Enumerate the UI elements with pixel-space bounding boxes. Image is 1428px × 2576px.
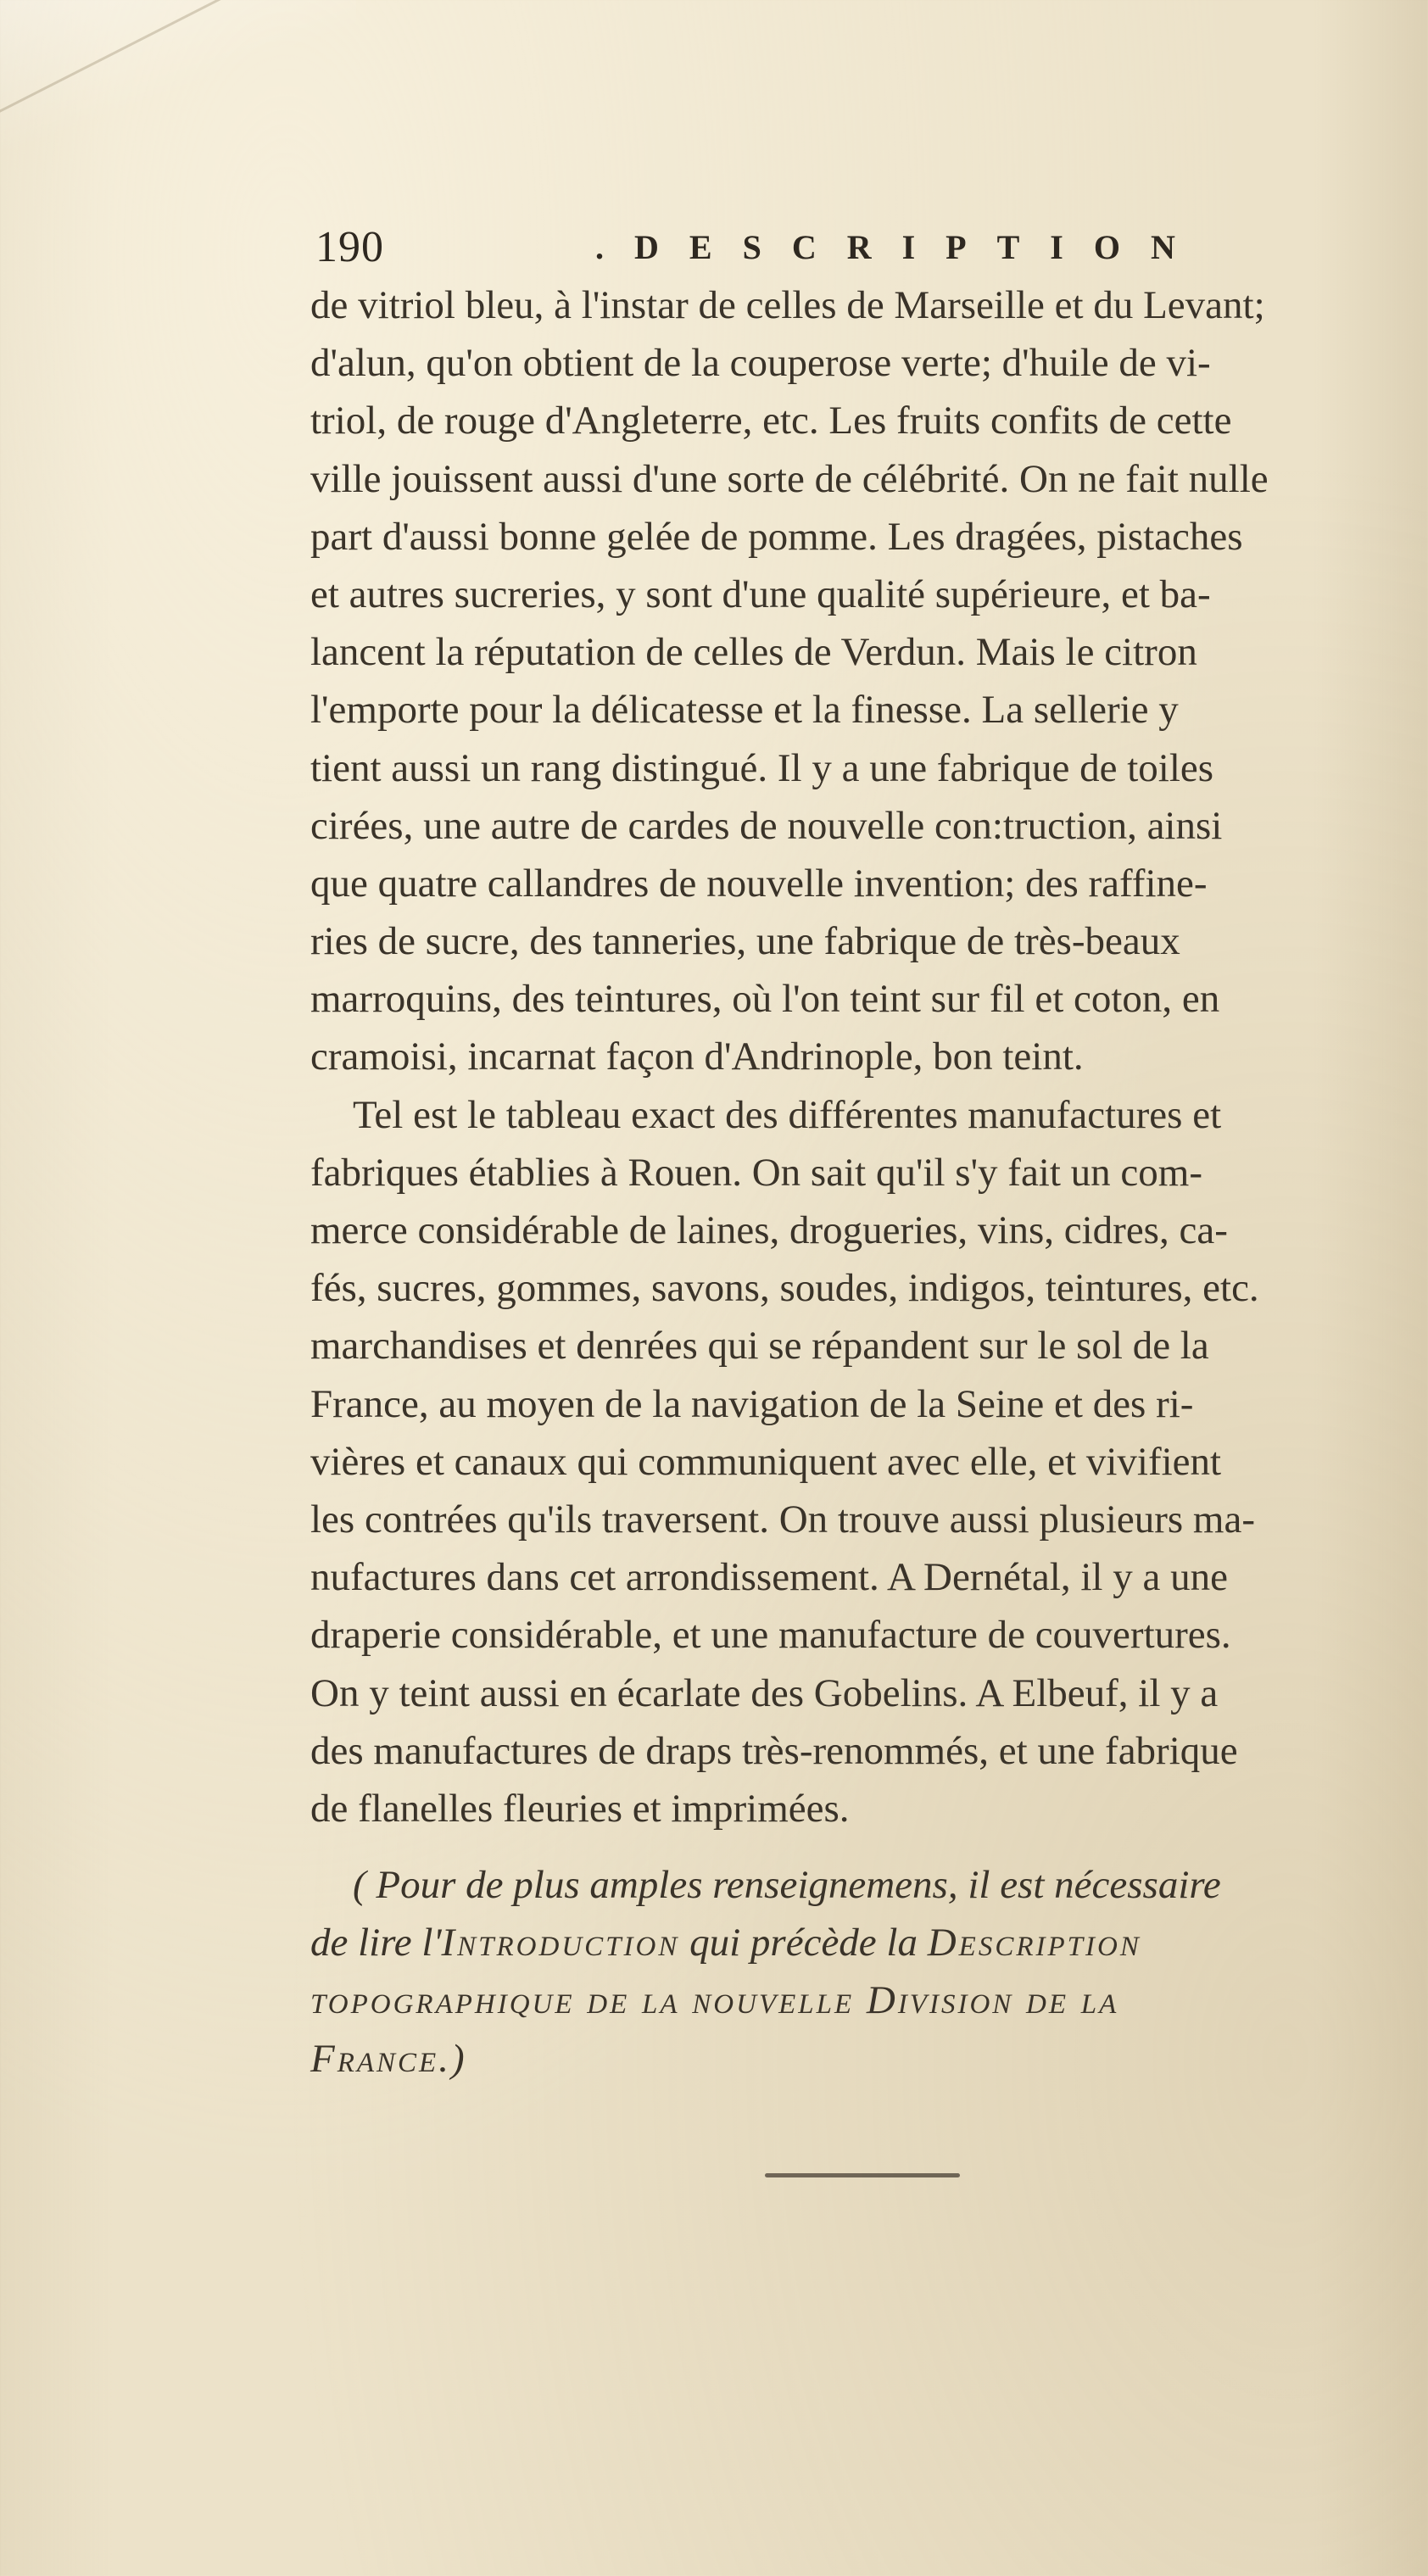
- note-line: [310, 1914, 1428, 1971]
- text-line: et autres sucreries, y sont d'une qualité supérieure, et ba-: [310, 572, 1211, 616]
- note-text: qui précède la: [679, 1921, 928, 1965]
- page-number: 190: [315, 223, 384, 271]
- introduction-reference: Introduction: [441, 1921, 680, 1965]
- body-text: [310, 276, 1428, 2088]
- page-header: [315, 222, 1206, 282]
- text-line: part d'aussi bonne gelée de pomme. Les dragées, pistaches: [310, 514, 1243, 559]
- text-line: cramoisi, incarnat façon d'Andrinople, bon teint.: [310, 1034, 1084, 1079]
- text-line: les contrées qu'ils traversent. On trouve aussi plusieurs ma-: [310, 1497, 1256, 1542]
- text-line: l'emporte pour la délicatesse et la finesse. La sellerie y: [310, 688, 1179, 733]
- text-line: fés, sucres, gommes, savons, soudes, indigos, teintures, etc.: [310, 1266, 1259, 1311]
- text-line: cirées, une autre de cardes de nouvelle con:truction, ainsi: [310, 803, 1223, 848]
- text-line: tient aussi un rang distingué. Il y a une fabrique de toiles: [310, 745, 1214, 790]
- note-line: [310, 2030, 1428, 2088]
- text-line: de flanelles fleuries et imprimées.: [310, 1786, 850, 1831]
- text-line: des manufactures de draps très-renommés, et une fabrique: [310, 1728, 1238, 1773]
- france-reference: France.: [310, 2036, 451, 2081]
- text-line: de vitriol bleu, à l'instar de celles de Marseille et du Levant;: [310, 283, 1265, 327]
- text-line: ries de sucre, des tanneries, une fabrique de très-beaux: [310, 919, 1180, 964]
- text-line: triol, de rouge d'Angleterre, etc. Les fruits confits de cette: [310, 399, 1232, 443]
- text-line: ville jouissent aussi d'une sorte de célébrité. On ne fait nulle: [310, 456, 1269, 501]
- note-line: ( Pour de plus amples renseignemens, il est nécessaire: [353, 1863, 1221, 1908]
- text-line: d'alun, qu'on obtient de la couperose verte; d'huile de vi-: [310, 341, 1211, 386]
- text-line: merce considérable de laines, drogueries, vins, cidres, ca-: [310, 1208, 1228, 1252]
- reference-note: [310, 1856, 1428, 2088]
- closing-rule: [765, 2173, 960, 2177]
- description-reference: Description: [927, 1921, 1141, 1965]
- page-corner-shading: [0, 0, 356, 220]
- paragraph-start-line: Tel est le tableau exact des différentes manufactures et: [353, 1092, 1222, 1137]
- text-line: On y teint aussi en écarlate des Gobelins. A Elbeuf, il y a: [310, 1670, 1219, 1715]
- text-line: France, au moyen de la navigation de la Seine et des ri-: [310, 1381, 1194, 1426]
- running-head: .DESCRIPTION: [595, 228, 1206, 266]
- text-line: nufactures dans cet arrondissement. A Dernétal, il y a une: [310, 1555, 1228, 1600]
- text-line: lancent la réputation de celles de Verdun. Mais le citron: [310, 630, 1197, 675]
- closing-parenthesis: ): [450, 2036, 465, 2081]
- note-text: de lire l': [310, 1921, 442, 1965]
- text-line: vières et canaux qui communiquent avec elle, et vivifient: [310, 1439, 1222, 1484]
- text-line: marchandises et denrées qui se répandent sur le sol de la: [310, 1324, 1209, 1369]
- text-line: fabriques établies à Rouen. On sait qu'il s'y fait un com-: [310, 1150, 1202, 1195]
- text-line: marroquins, des teintures, où l'on teint sur fil et coton, en: [310, 977, 1220, 1022]
- text-line: que quatre callandres de nouvelle invention; des raffine-: [310, 861, 1208, 906]
- text-line: draperie considérable, et une manufacture de couvertures.: [310, 1613, 1231, 1658]
- note-line: topographique de la nouvelle Division de la: [310, 1978, 1119, 2023]
